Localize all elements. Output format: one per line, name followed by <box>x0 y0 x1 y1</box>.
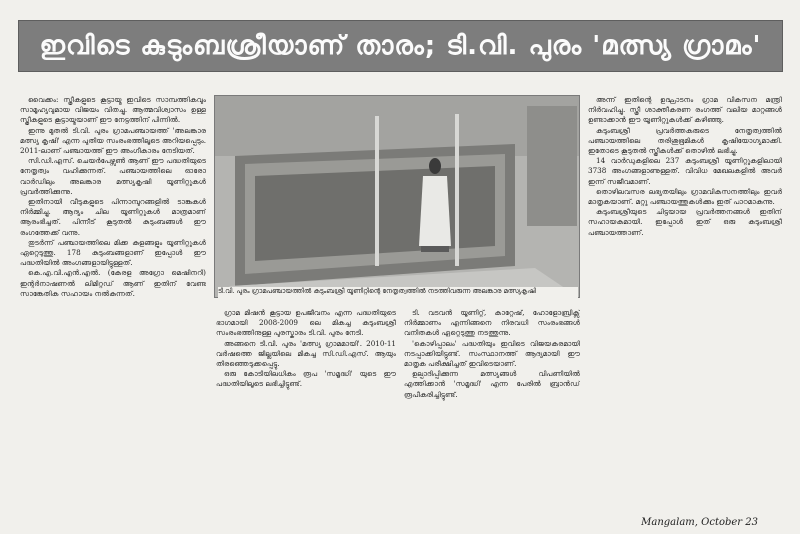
paragraph: അന്ന് ഇതിന്റെ ഉദ്ഘാടനം ഗ്രാമ വികസന മന്ത്രി നിർവഹിച്ചു. സ്ത്രീ ശാക്തീകരണ രംഗത്ത് വലിയ മാറ്റങ്ങൾ ഉണ്ടാക്കാൻ ഈ യൂണിറ്റുകൾക്ക് കഴിഞ്ഞു. <box>588 95 782 125</box>
paragraph: ഉല്പാദിപ്പിക്കുന്ന മത്സ്യങ്ങൾ വിപണിയിൽ എത്തിക്കാൻ 'സമൃദ്ധി' എന്ന പേരിൽ ബ്രാൻഡ് രൂപീകരിച്ചിട്ടുണ്ട്. <box>404 369 580 399</box>
paragraph: അങ്ങനെ ടി.വി. പുരം 'മത്സ്യ ഗ്രാമമായി'. 2010-11 വർഷത്തെ ജില്ലയിലെ മികച്ച സി.ഡി.എസ്. ആയും തിരഞ്ഞെടുക്കപ്പെട്ടു. <box>216 338 396 369</box>
paragraph: ഇതിനായി വീടുകളുടെ പിന്നാമ്പുറങ്ങളിൽ ടാങ്കുകൾ നിർമ്മിച്ചു. ആദ്യം ചില യൂണിറ്റുകൾ മാത്രമാണ് ആരംഭിച്ചത്. പിന്നീട് കൂടുതൽ കുടുംബങ്ങൾ ഈ രംഗത്തേക്ക് വന്നു. <box>20 197 206 237</box>
paragraph: കുടുംബശ്രീയുടെ ചിട്ടയായ പ്രവർത്തനങ്ങൾ ഇതിന് സഹായകമായി. ഇപ്പോൾ ഇത് ഒരു കുടുംബശ്രീ പഞ്ചായത്താണ്. <box>588 207 782 237</box>
fish-tank-photo <box>215 96 580 298</box>
headline-banner <box>18 20 783 72</box>
source-credit: Mangalam, October 23 <box>641 517 758 528</box>
paragraph: ടി. വടവൻ യൂണിറ്റ്, കാറ്റേഷ്, ഹോളോബ്രിക്സ് നിർമ്മാണം എന്നിങ്ങനെ നിരവധി സംരംഭങ്ങൾ വനിതകൾ ഏറ്റെടുത്തു നടത്തുന്നു. <box>404 308 580 338</box>
paragraph: സി.ഡി.എസ്. ചെയർപേഴ്സൺ ആണ് ഈ പദ്ധതിയുടെ നേതൃത്വം വഹിക്കുന്നത്. പഞ്ചായത്തിലെ ഓരോ വാർഡിലും അലങ്കാര മത്സ്യകൃഷി യൂണിറ്റുകൾ പ്രവർത്തിക്കുന്നു. <box>20 156 206 196</box>
article-column-2 <box>216 308 396 522</box>
paragraph: 'കൊഴിപ്പാലം' പദ്ധതിയും ഇവിടെ വിജയകരമായി നടപ്പാക്കിയിട്ടുണ്ട്. സംസ്ഥാനത്ത് ആദ്യമായി ഈ മാതൃക പരീക്ഷിച്ചത് ഇവിടെയാണ്. <box>404 338 580 369</box>
headline-text: ഇവിടെ കുടുംബശ്രീയാണ് താരം; ടി.വി. പുരം 'മത്സ്യ ഗ്രാമം' <box>39 30 762 61</box>
article-photo <box>214 95 580 298</box>
paragraph: 14 വാർഡുകളിലെ 237 കുടുംബശ്രീ യൂണിറ്റുകളിലായി 3738 അംഗങ്ങളാണുള്ളത്. വിവിധ മേഖലകളിൽ അവർ ഇന്ന് സജീവമാണ്. <box>588 156 782 186</box>
paragraph: കെ.എ.വി.എൻ.എൽ. (കേരള അഗ്രോ മെഷിനറി) ഇന്റർനാഷണൽ ലിമിറ്റഡ് ആണ് ഇതിന് വേണ്ട സാങ്കേതിക സഹായം നൽകുന്നത്. <box>20 268 206 298</box>
article-column-3 <box>404 308 580 522</box>
paragraph: ഒരു കോടിയിലധികം രൂപ 'സമൃദ്ധി' യുടെ ഈ പദ്ധതിയിലൂടെ ലഭിച്ചിട്ടുണ്ട്. <box>216 369 396 389</box>
article-column-1 <box>20 95 206 523</box>
paragraph: ഗ്രാമ മിഷൻ കൂട്ടായ ഉപജീവനം എന്ന പദ്ധതിയുടെ ഭാഗമായി 2008-2009 ലെ മികച്ച കുടുംബശ്രീ സംരംഭത്തിനുള്ള പുരസ്കാരം ടി.വി. പുരം നേടി. <box>216 308 396 338</box>
photo-caption: ടി.വി. പുരം ഗ്രാമപഞ്ചായത്തിൽ കുടുംബശ്രീ യൂണിറ്റിന്റെ നേതൃത്വത്തിൽ നടത്തിവരുന്ന അലങ്കാര മത്സ്യകൃഷി <box>218 287 578 307</box>
article-column-4 <box>588 95 782 507</box>
paragraph: തുടർന്ന് പഞ്ചായത്തിലെ മിക്ക കുളങ്ങളും യൂണിറ്റുകൾ ഏറ്റെടുത്തു. 178 കുടുംബങ്ങളാണ് ഇപ്പോൾ ഈ പദ്ധതിയിൽ അംഗങ്ങളായിട്ടുള്ളത്. <box>20 237 206 268</box>
paragraph: തൊഴിലവസര ലഭ്യതയിലും ഗ്രാമവികസനത്തിലും ഇവർ മാതൃകയാണ്. മറ്റു പഞ്ചായത്തുകൾക്കും ഇത് പാഠമാകുന്നു. <box>588 186 782 207</box>
paragraph: ഇന്നു മുതൽ ടി.വി. പുരം ഗ്രാമപഞ്ചായത്ത് 'അലങ്കാര മത്സ്യ കൃഷി' എന്ന പുതിയ സംരംഭത്തിലൂടെ അറിയപ്പെടും. 2011-ലാണ് പഞ്ചായത്ത് ഈ അംഗീകാരം നേടിയത്. <box>20 125 206 156</box>
paragraph: വൈക്കം: സ്ത്രീകളുടെ കൂട്ടായ്മ ഇവിടെ സാമ്പത്തികവും സാമൂഹ്യവുമായ വിജയം വിതച്ചു. ആത്മവിശ്വാസം ഉള്ള സ്ത്രീകളുടെ കൂട്ടായ്മയാണ് ഈ നേട്ടത്തിന് പിന്നിൽ. <box>20 95 206 125</box>
paragraph: കുടുംബശ്രീ പ്രവർത്തകരുടെ നേതൃത്വത്തിൽ പഞ്ചായത്തിലെ തരിശുഭൂമികൾ കൃഷിയോഗ്യമാക്കി. ഇതോടെ കൂടുതൽ സ്ത്രീകൾക്ക് തൊഴിൽ ലഭിച്ചു. <box>588 125 782 156</box>
